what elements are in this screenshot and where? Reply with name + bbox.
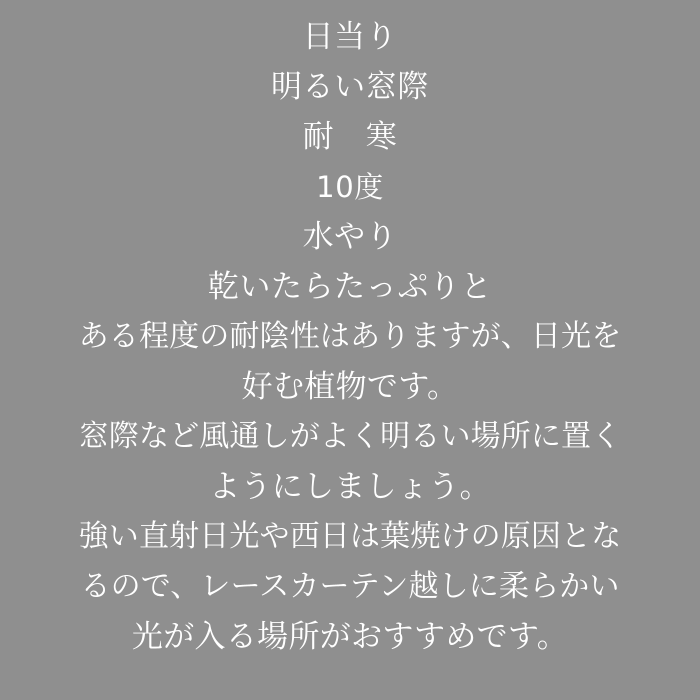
cold-tolerance-value: 10度 [316,170,384,204]
cold-tolerance-label: 耐 寒 [302,119,398,155]
description-line-3: 窓際など風通しがよく明るい場所に置く [78,419,622,454]
description-line-7: 光が入る場所がおすすめです。 [131,619,569,655]
description-line-5: 強い直射日光や西日は葉焼けの原因とな [78,519,622,554]
description-line-2: 好む植物です。 [241,369,459,405]
watering-label: 水やり [302,219,398,255]
watering-value: 乾いたらたっぷりと [207,269,493,305]
sunlight-label: 日当り [302,19,398,55]
description-line-6: るので、レースカーテン越しに柔らかい [80,569,620,604]
description-line-1: ある程度の耐陰性はありますが、日光を [78,319,622,354]
description-line-4: ようにしましょう。 [209,469,491,505]
sunlight-value: 明るい窓際 [270,69,430,105]
